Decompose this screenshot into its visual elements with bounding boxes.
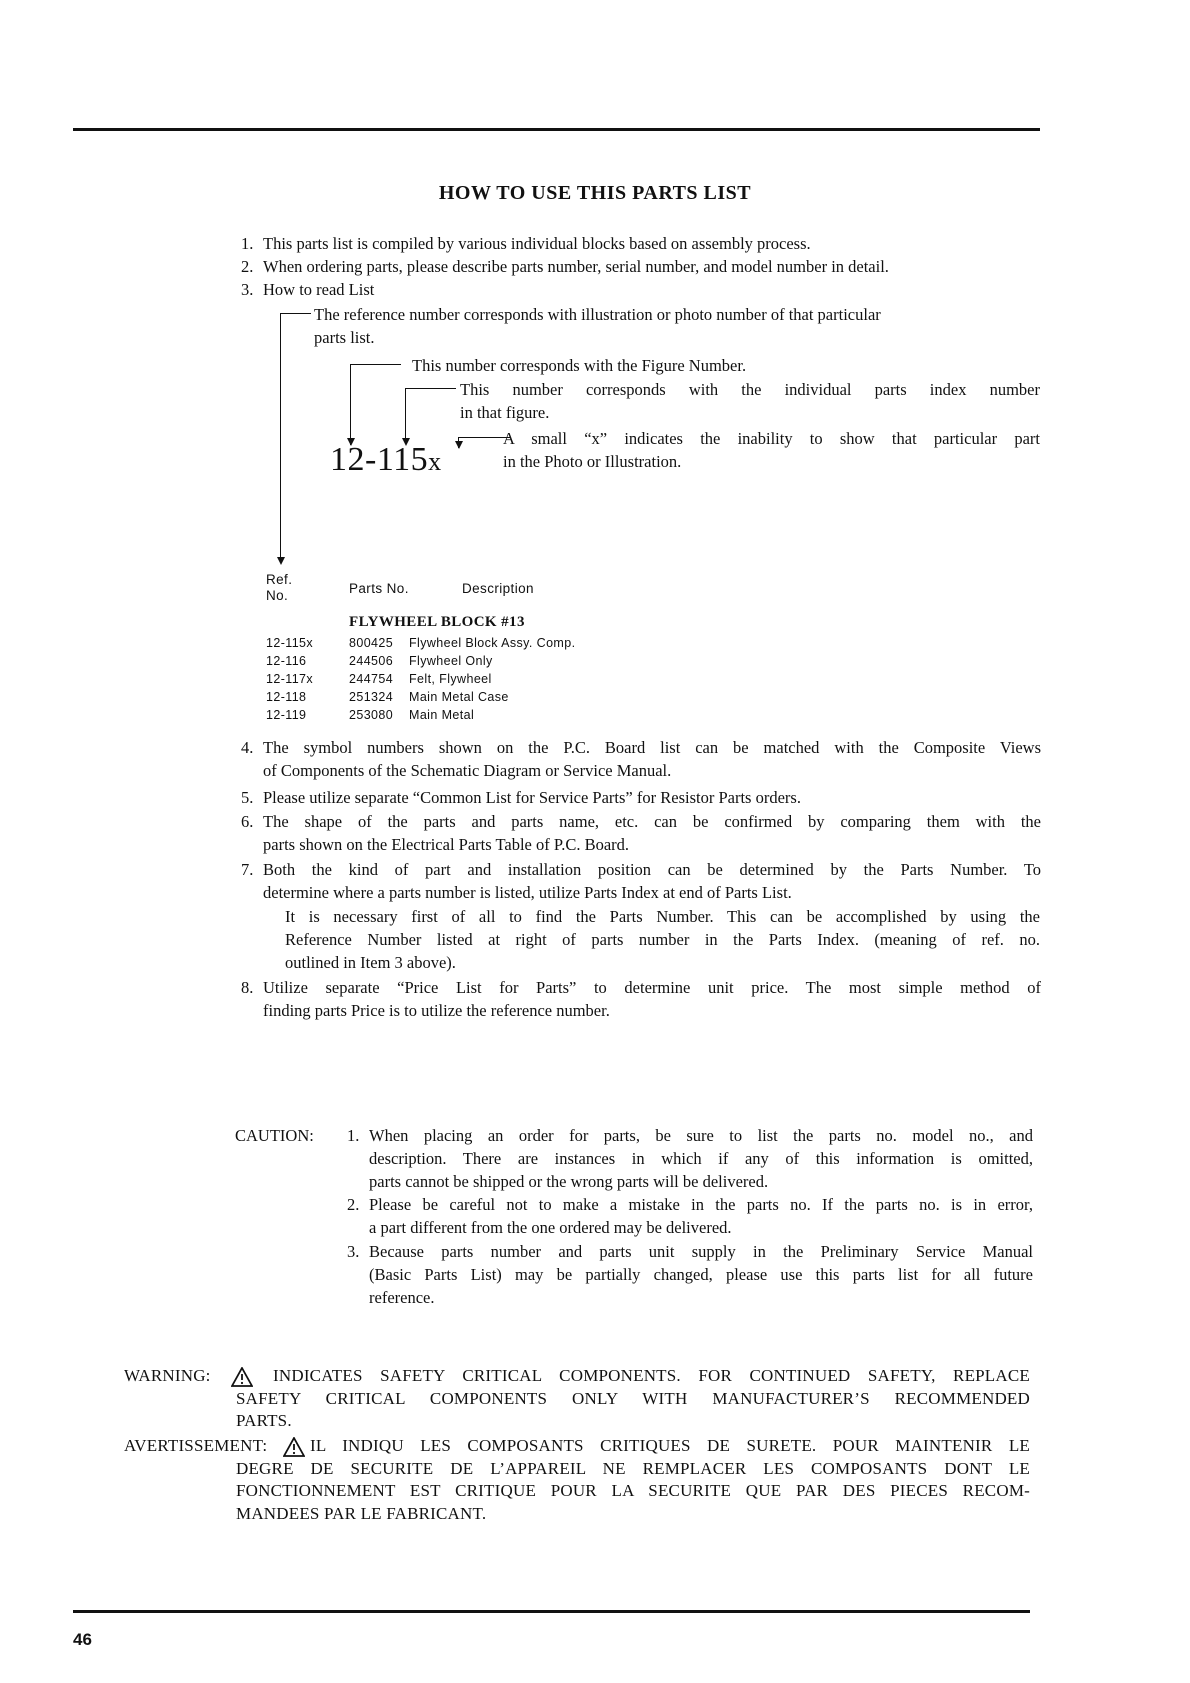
item-text: How to read List bbox=[263, 280, 375, 299]
ref-bracket bbox=[280, 313, 311, 559]
item-number: 3. bbox=[241, 280, 254, 299]
row-parts-no: 251324 bbox=[349, 690, 394, 704]
index-desc-line1: This number corresponds with the individual parts index number bbox=[460, 380, 1040, 399]
row-parts-no: 244506 bbox=[349, 654, 394, 668]
avertissement-line: IL INDIQU LES COMPOSANTS CRITIQUES DE SURETE. POUR MAINTENIR LE bbox=[310, 1436, 1030, 1455]
row-description: Flywheel Only bbox=[409, 654, 493, 668]
item-number: 1. bbox=[241, 234, 254, 253]
fig-description: This number corresponds with the Figure Number. bbox=[412, 356, 747, 375]
page-title: HOW TO USE THIS PARTS LIST bbox=[438, 182, 752, 204]
index-desc-line2: in that figure. bbox=[460, 403, 550, 422]
example-index-number: 115 bbox=[376, 441, 429, 478]
x-description bbox=[503, 427, 1040, 473]
page-number: 46 bbox=[73, 1630, 92, 1649]
row-ref: 12-119 bbox=[266, 708, 307, 722]
index-bracket bbox=[405, 388, 456, 444]
warning-text bbox=[236, 1365, 1030, 1433]
x-arrow bbox=[455, 441, 463, 449]
item-text: This parts list is compiled by various individual blocks based on assembly process. bbox=[263, 234, 811, 253]
avertissement-line: MANDEES PAR LE FABRICANT. bbox=[236, 1503, 487, 1523]
example-reference-number bbox=[330, 440, 442, 482]
row-ref: 12-116 bbox=[266, 654, 307, 668]
row-description: Main Metal Case bbox=[409, 690, 509, 704]
item-line: The symbol numbers shown on the P.C. Board list can be matched with the Composite Views bbox=[263, 738, 1041, 757]
avertissement-text bbox=[236, 1435, 1030, 1525]
note-line: It is necessary first of all to find the Parts Number. This can be accomplished by using the bbox=[285, 907, 1040, 926]
item-line: parts shown on the Electrical Parts Table of P.C. Board. bbox=[263, 835, 630, 854]
row-parts-no: 800425 bbox=[349, 636, 394, 650]
note-line: outlined in Item 3 above). bbox=[285, 953, 456, 972]
item-line: finding parts Price is to utilize the reference number. bbox=[263, 1001, 610, 1020]
table-row bbox=[266, 688, 686, 706]
warning-line: PARTS. bbox=[236, 1411, 292, 1430]
row-parts-no: 244754 bbox=[349, 672, 394, 686]
item-number: 2. bbox=[241, 257, 254, 276]
x-desc-line1: A small “x” indicates the inability to show that particular part bbox=[503, 429, 1040, 448]
note-line: Reference Number listed at right of parts number in the Parts Index. (meaning of ref. no. bbox=[285, 930, 1040, 949]
table-row bbox=[266, 652, 686, 670]
header-parts-no: Parts No. bbox=[349, 581, 409, 596]
avertissement-label: AVERTISSEMENT: bbox=[124, 1436, 268, 1455]
header-description: Description bbox=[462, 581, 534, 596]
item-line: of Components of the Schematic Diagram or Service Manual. bbox=[263, 761, 672, 780]
row-description: Flywheel Block Assy. Comp. bbox=[409, 636, 576, 650]
caution-line: reference. bbox=[369, 1288, 435, 1307]
parts-rows bbox=[266, 634, 686, 724]
avertissement-line: DEGRE DE SECURITE DE L’APPAREIL NE REMPLACER LES COMPOSANTS DONT LE bbox=[236, 1458, 1030, 1478]
ref-desc-line1: The reference number corresponds with illustration or photo number of that particular bbox=[314, 305, 881, 324]
row-description: Felt, Flywheel bbox=[409, 672, 492, 686]
caution-line: When placing an order for parts, be sure to list the parts no. model no., and bbox=[369, 1126, 1033, 1145]
caution-line: a part different from the one ordered may be delivered. bbox=[369, 1218, 732, 1237]
fig-bracket bbox=[350, 364, 401, 445]
warning-label: WARNING: bbox=[124, 1366, 211, 1385]
example-figure-number: 12- bbox=[330, 441, 377, 478]
row-ref: 12-118 bbox=[266, 690, 307, 704]
header-ref-no: Ref. No. bbox=[266, 572, 293, 603]
item-line: Please utilize separate “Common List for Service Parts” for Resistor Parts orders. bbox=[263, 788, 801, 807]
row-description: Main Metal bbox=[409, 708, 475, 722]
row-ref: 12-115x bbox=[266, 636, 314, 650]
table-row bbox=[266, 670, 686, 688]
caution-line: parts cannot be shipped or the wrong parts will be delivered. bbox=[369, 1172, 769, 1191]
ref-desc-line2: parts list. bbox=[314, 328, 375, 347]
example-x-marker: x bbox=[428, 447, 442, 476]
x-desc-line2: in the Photo or Illustration. bbox=[503, 452, 682, 471]
row-ref: 12-117x bbox=[266, 672, 314, 686]
item-line: Utilize separate “Price List for Parts” to determine unit price. The most simple method of bbox=[263, 978, 1041, 997]
caution-line: description. There are instances in which if any of this information is omitted, bbox=[369, 1149, 1033, 1168]
avertissement-line: FONCTIONNEMENT EST CRITIQUE POUR LA SECURITE QUE PAR DES PIECES RECOM- bbox=[236, 1481, 1030, 1500]
table-row bbox=[266, 706, 686, 724]
block-title: FLYWHEEL BLOCK #13 bbox=[349, 614, 525, 630]
item-text: When ordering parts, please describe parts number, serial number, and model number in detail. bbox=[263, 257, 889, 276]
item-7-note bbox=[285, 905, 1040, 974]
warning-line: INDICATES SAFETY CRITICAL COMPONENTS. FOR CONTINUED SAFETY, REPLACE bbox=[273, 1366, 1030, 1385]
caution-label: CAUTION: bbox=[235, 1126, 314, 1145]
item-line: Both the kind of part and installation position can be determined by the Parts Number. To bbox=[263, 860, 1041, 879]
top-rule bbox=[73, 128, 1040, 131]
caution-line: Please be careful not to make a mistake in the parts no. If the parts no. is in error, bbox=[369, 1195, 1033, 1214]
caution-line: (Basic Parts List) may be partially changed, please use this parts list for all future bbox=[369, 1265, 1033, 1284]
item-line: The shape of the parts and parts name, etc. can be confirmed by comparing them with the bbox=[263, 812, 1041, 831]
table-row bbox=[266, 634, 686, 652]
index-description bbox=[460, 378, 1040, 424]
row-parts-no: 253080 bbox=[349, 708, 394, 722]
bottom-rule bbox=[73, 1610, 1030, 1613]
item-line: determine where a parts number is listed, utilize Parts Index at end of Parts List. bbox=[263, 883, 792, 902]
ref-arrow bbox=[277, 557, 285, 565]
warning-line: SAFETY CRITICAL COMPONENTS ONLY WITH MANUFACTURER’S RECOMMENDED bbox=[236, 1388, 1030, 1408]
caution-line: Because parts number and parts unit supply in the Preliminary Service Manual bbox=[369, 1242, 1033, 1261]
ref-description bbox=[314, 303, 1040, 349]
